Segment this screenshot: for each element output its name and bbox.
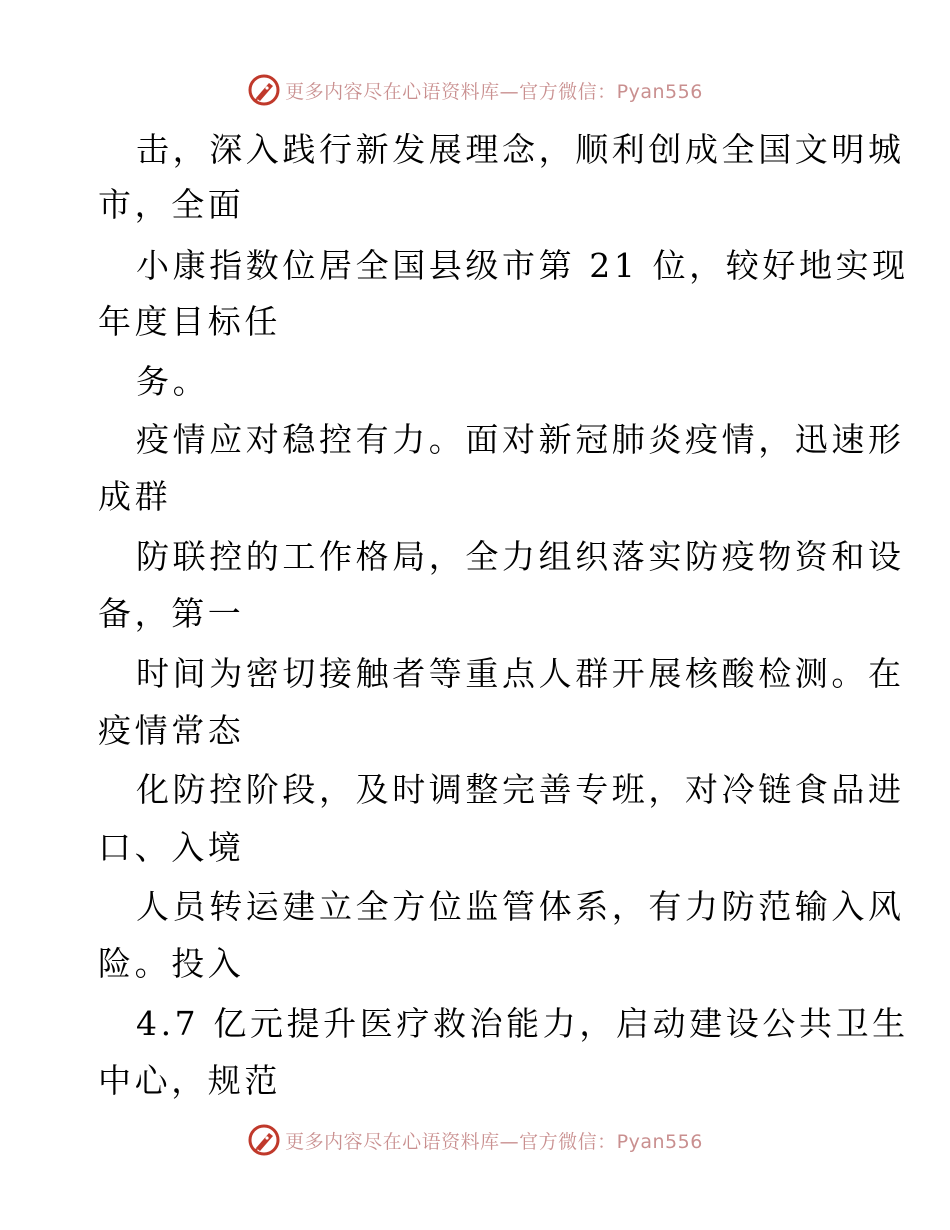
watermark-text: 更多内容尽在心语资料库—官方微信：Pyan556 xyxy=(285,80,703,103)
body-line: 时间为密切接触者等重点人群开展核酸检测。在 xyxy=(136,654,905,693)
body-line: 疫情应对稳控有力。面对新冠肺炎疫情，迅速形 xyxy=(136,420,905,459)
body-line: 成群 xyxy=(98,477,172,516)
body-line: 4.7 亿元提升医疗救治能力，启动建设公共卫生 xyxy=(136,1004,909,1043)
pen-nib-logo-icon xyxy=(247,1123,281,1157)
body-line: 备，第一 xyxy=(98,594,245,633)
watermark-text: 更多内容尽在心语资料库—官方微信：Pyan556 xyxy=(285,1130,703,1153)
body-line: 化防控阶段，及时调整完善专班，对冷链食品进 xyxy=(136,770,905,809)
body-line: 人员转运建立全方位监管体系，有力防范输入风 xyxy=(136,887,905,926)
body-line: 击，深入践行新发展理念，顺利创成全国文明城 xyxy=(136,130,905,169)
body-line: 疫情常态 xyxy=(98,711,245,750)
body-line: 务。 xyxy=(136,362,210,401)
body-line: 中心，规范 xyxy=(98,1061,281,1100)
footer-watermark xyxy=(0,1120,950,1160)
body-line: 小康指数位居全国县级市第 21 位，较好地实现 xyxy=(136,246,909,285)
body-line: 险。投入 xyxy=(98,944,245,983)
pen-nib-logo-icon xyxy=(247,73,281,107)
body-line: 防联控的工作格局，全力组织落实防疫物资和设 xyxy=(136,537,905,576)
body-line: 年度目标任 xyxy=(98,302,281,341)
body-line: 口、入境 xyxy=(98,828,245,867)
header-watermark xyxy=(0,70,950,110)
body-line: 市，全面 xyxy=(98,185,245,224)
